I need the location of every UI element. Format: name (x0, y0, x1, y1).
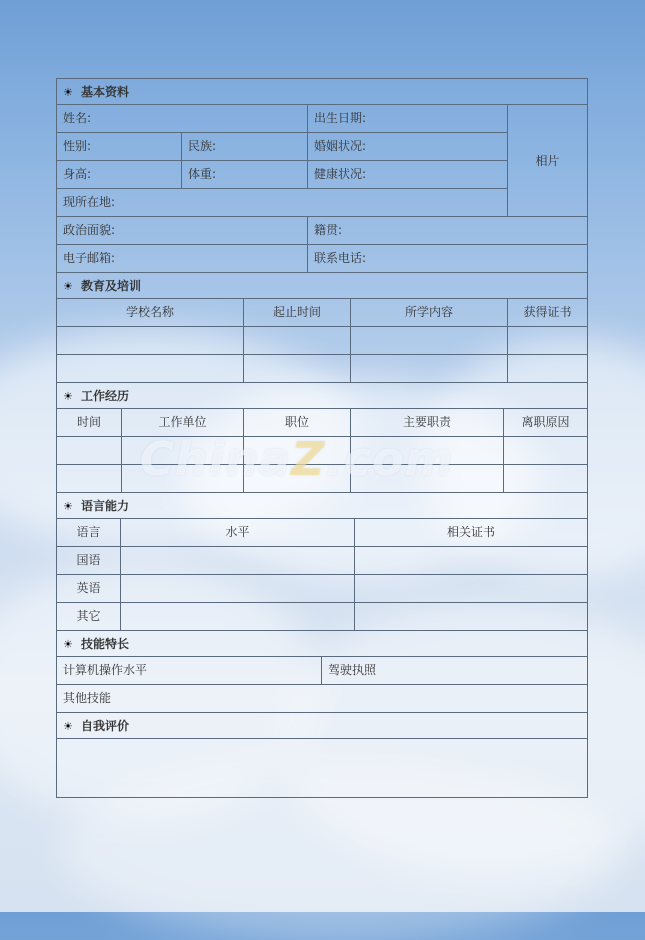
phone-field[interactable] (308, 245, 587, 273)
watermark-logo (140, 432, 454, 502)
computer-skill-field[interactable] (57, 657, 322, 685)
field-label: 出生日期: (314, 111, 367, 125)
column-header: 水平 (225, 525, 250, 539)
column-header: 所学内容 (404, 305, 453, 319)
edu-cell[interactable] (57, 355, 244, 383)
edu-col-content (351, 299, 508, 327)
work-cell[interactable] (57, 465, 122, 493)
lang-col-language (57, 519, 121, 547)
lang-cell[interactable] (355, 575, 587, 603)
field-label: 身高: (63, 167, 92, 181)
work-col-time (57, 409, 122, 437)
name-field[interactable] (57, 105, 308, 133)
field-label: 政治面貌: (63, 223, 116, 237)
weight-field[interactable] (182, 161, 308, 189)
field-label: 婚姻状况: (314, 139, 367, 153)
section-title: 自我评价 (81, 719, 130, 733)
field-label: 民族: (188, 139, 217, 153)
section-title: 基本资料 (81, 85, 130, 99)
section-header-education (57, 273, 587, 299)
edu-col-school (57, 299, 244, 327)
section-header-self-eval (57, 713, 587, 739)
edu-col-period (244, 299, 351, 327)
native-field[interactable] (308, 217, 587, 245)
work-cell[interactable] (57, 437, 122, 465)
lang-cell[interactable] (121, 603, 355, 631)
section-header-basic (57, 79, 587, 105)
column-header: 职位 (284, 415, 309, 429)
column-header: 学校名称 (125, 305, 174, 319)
lang-cell[interactable] (355, 603, 587, 631)
edu-cell[interactable] (244, 355, 351, 383)
field-label: 籍贯: (314, 223, 343, 237)
work-cell[interactable] (504, 437, 587, 465)
field-label: 性别: (63, 139, 92, 153)
section-header-work (57, 383, 587, 409)
lang-col-level (121, 519, 355, 547)
self-eval-textarea[interactable] (57, 739, 587, 797)
address-field[interactable] (57, 189, 508, 217)
row-label: 国语 (76, 553, 101, 567)
photo-label: 相片 (535, 154, 560, 168)
email-field[interactable] (57, 245, 308, 273)
lang-col-certificate (355, 519, 587, 547)
field-label: 驾驶执照 (328, 663, 377, 677)
column-header: 获得证书 (523, 305, 572, 319)
birth-field[interactable] (308, 105, 508, 133)
edu-cell[interactable] (508, 355, 587, 383)
edu-cell[interactable] (351, 355, 508, 383)
edu-cell[interactable] (508, 327, 587, 355)
other-skills-field[interactable] (57, 685, 587, 713)
section-header-skills (57, 631, 587, 657)
lang-row-label (57, 603, 121, 631)
marital-field[interactable] (308, 133, 508, 161)
row-label: 其它 (76, 609, 101, 623)
edu-cell[interactable] (351, 327, 508, 355)
lang-row-label (57, 575, 121, 603)
ethnicity-field[interactable] (182, 133, 308, 161)
sun-icon: ☀ (63, 280, 73, 293)
lang-cell[interactable] (121, 575, 355, 603)
height-field[interactable] (57, 161, 182, 189)
driving-license-field[interactable] (322, 657, 587, 685)
field-label: 其他技能 (63, 691, 112, 705)
field-label: 体重: (188, 167, 217, 181)
lang-cell[interactable] (121, 547, 355, 575)
section-title: 工作经历 (81, 389, 130, 403)
work-col-reason (504, 409, 587, 437)
column-header: 主要职责 (402, 415, 451, 429)
lang-cell[interactable] (355, 547, 587, 575)
section-title: 教育及培训 (81, 279, 142, 293)
edu-cell[interactable] (57, 327, 244, 355)
field-label: 电子邮箱: (63, 251, 116, 265)
watermark-text: .com (325, 432, 454, 486)
field-label: 现所在地: (63, 195, 116, 209)
edu-cell[interactable] (244, 327, 351, 355)
column-header: 相关证书 (446, 525, 495, 539)
health-field[interactable] (308, 161, 508, 189)
row-label: 英语 (76, 581, 101, 595)
section-title: 技能特长 (81, 637, 130, 651)
column-header: 工作单位 (158, 415, 207, 429)
sun-icon: ☀ (63, 86, 73, 99)
column-header: 离职原因 (521, 415, 570, 429)
field-label: 联系电话: (314, 251, 367, 265)
column-header: 起止时间 (272, 305, 321, 319)
section-title: 语言能力 (81, 499, 130, 513)
sun-icon: ☀ (63, 390, 73, 403)
field-label: 计算机操作水平 (63, 663, 148, 677)
work-cell[interactable] (504, 465, 587, 493)
field-label: 健康状况: (314, 167, 367, 181)
gender-field[interactable] (57, 133, 182, 161)
sun-icon: ☀ (63, 720, 73, 733)
watermark-text: Z (291, 432, 326, 486)
column-header: 时间 (76, 415, 101, 429)
sun-icon: ☀ (63, 638, 73, 651)
column-header: 语言 (76, 525, 101, 539)
political-field[interactable] (57, 217, 308, 245)
sun-icon: ☀ (63, 500, 73, 513)
lang-row-label (57, 547, 121, 575)
photo-box[interactable] (508, 105, 587, 217)
edu-col-certificate (508, 299, 587, 327)
watermark-text: China (140, 432, 292, 486)
field-label: 姓名: (63, 111, 92, 125)
